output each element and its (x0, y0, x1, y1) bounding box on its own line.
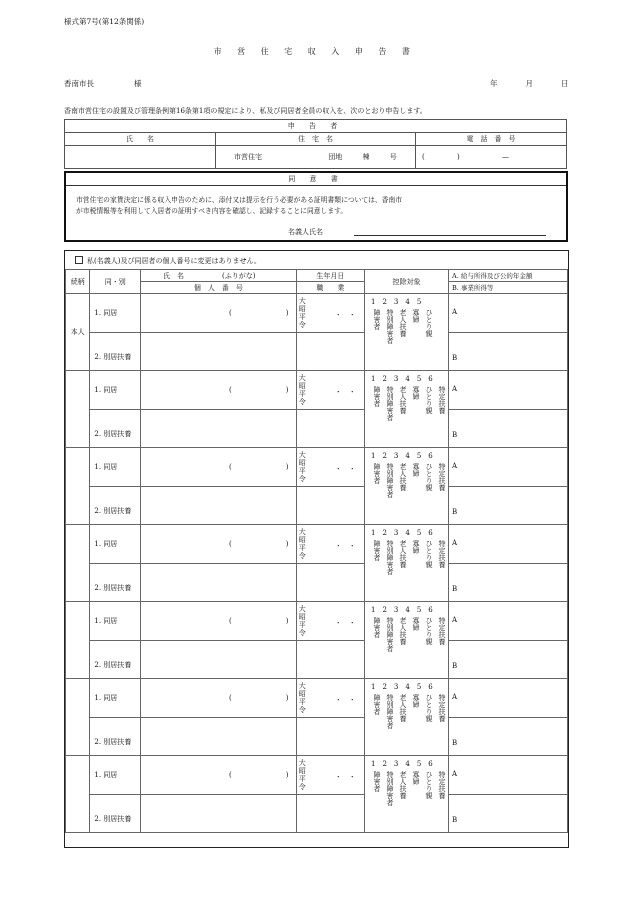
declarer-address-field[interactable] (216, 145, 416, 168)
date-day[interactable]: 日 (561, 79, 569, 88)
pin-field[interactable] (141, 717, 297, 756)
signature-line[interactable] (354, 235, 546, 236)
option-same[interactable]: 1. 同居 (90, 679, 141, 718)
job-divider (297, 409, 364, 410)
deduction-single-parent: ひとり親 (425, 694, 434, 722)
era-label: 大昭平令 (298, 451, 306, 483)
relation-field[interactable] (66, 371, 90, 448)
declarer-phone-header: 電 話 番 号 (416, 132, 567, 145)
date-dots: ・ ・ (334, 542, 356, 550)
income-b-field[interactable]: B (449, 794, 568, 833)
option-separate[interactable]: 2. 別居扶養 (90, 794, 141, 833)
deduction-widow: 寡婦 (412, 463, 421, 477)
deduction-special-disabled: 特別障害者 (386, 463, 395, 498)
deduction-disabled: 障害者 (373, 771, 382, 792)
income-b-field[interactable]: B (449, 717, 568, 756)
consent-line-1: 市営住宅の家賃決定に係る収入申告のために、添付又は提示を行う必要がある証明書類については、香南市 (76, 196, 403, 204)
job-divider (297, 486, 364, 487)
name-field[interactable]: ( ) (141, 525, 297, 564)
name-field[interactable]: ( ) (141, 602, 297, 641)
deduction-disabled: 障害者 (373, 309, 382, 330)
relation-field[interactable] (66, 602, 90, 679)
relation-field[interactable] (66, 679, 90, 756)
member-row (66, 756, 568, 795)
name-field[interactable]: ( ) (141, 294, 297, 333)
date-dots: ・ ・ (334, 773, 356, 781)
date-dots: ・ ・ (334, 388, 356, 396)
declarer-phone-field[interactable] (416, 145, 567, 168)
deduction-widow: 寡婦 (412, 309, 421, 323)
deduction-numbers: 1 2 3 4 5 (371, 298, 422, 306)
phone-dash: — (501, 152, 509, 161)
income-b-field[interactable]: B (449, 486, 568, 525)
addressee-suffix: 様 (134, 79, 142, 88)
phone-paren-open: ( (422, 152, 425, 161)
era-label: 大昭平令 (298, 297, 306, 329)
deduction-special-disabled: 特別障害者 (386, 617, 395, 652)
header-cohabit: 同・別 (90, 270, 141, 294)
header-pin: 個 人 番 号 (141, 282, 297, 294)
deduction-elderly: 老人扶養 (399, 694, 408, 722)
income-b-field[interactable]: B (449, 563, 568, 602)
deduction-single-parent: ひとり親 (425, 540, 434, 568)
option-same[interactable]: 1. 同居 (90, 756, 141, 795)
income-a-field[interactable]: A (449, 294, 568, 333)
name-field[interactable]: ( ) (141, 371, 297, 410)
pin-field[interactable] (141, 563, 297, 602)
birth-job-field[interactable] (296, 448, 364, 525)
job-divider (297, 717, 364, 718)
declarer-header: 申 告 者 (65, 120, 567, 133)
birth-job-field[interactable] (296, 602, 364, 679)
deduction-numbers: 1 2 3 4 5 6 (371, 375, 433, 383)
gou-label: 号 (389, 152, 397, 161)
option-separate[interactable]: 2. 別居扶養 (90, 332, 141, 371)
option-separate[interactable]: 2. 別居扶養 (90, 640, 141, 679)
deduction-elderly: 老人扶養 (399, 463, 408, 491)
form-number: 様式第7号(第12条関係) (64, 17, 145, 26)
option-separate[interactable]: 2. 別居扶養 (90, 717, 141, 756)
deduction-disabled: 障害者 (373, 386, 382, 407)
deduction-numbers: 1 2 3 4 5 6 (371, 760, 433, 768)
header-relation: 続柄 (66, 270, 90, 294)
deduction-tokutei: 特定扶養 (438, 617, 447, 645)
job-divider (297, 332, 364, 333)
deduction-elderly: 老人扶養 (399, 309, 408, 337)
deduction-disabled: 障害者 (373, 694, 382, 715)
deduction-single-parent: ひとり親 (425, 463, 434, 491)
deduction-field[interactable] (365, 756, 449, 833)
income-a-field[interactable]: A (449, 679, 568, 718)
consent-body (76, 195, 558, 217)
pin-unchanged-notice[interactable] (75, 256, 261, 266)
notice-text: 私(名義人)及び同居者の個人番号に変更はありません。 (87, 257, 261, 265)
member-row (66, 679, 568, 718)
deduction-elderly: 老人扶養 (399, 540, 408, 568)
deduction-special-disabled: 特別障害者 (386, 540, 395, 575)
era-label: 大昭平令 (298, 374, 306, 406)
name-field[interactable]: ( ) (141, 448, 297, 487)
income-a-field[interactable]: A (449, 602, 568, 641)
deduction-numbers: 1 2 3 4 5 6 (371, 683, 433, 691)
era-label: 大昭平令 (298, 682, 306, 714)
deduction-numbers: 1 2 3 4 5 6 (371, 529, 433, 537)
header-income-a: A. 給与所得及び公的年金額 (449, 270, 568, 282)
deduction-tokutei: 特定扶養 (438, 694, 447, 722)
relation-field[interactable] (66, 448, 90, 525)
danchi-label: 団地 (328, 152, 343, 161)
relation-field[interactable] (66, 294, 90, 371)
members-table (65, 269, 568, 833)
income-a-field[interactable]: A (449, 448, 568, 487)
job-divider (297, 563, 364, 564)
deduction-special-disabled: 特別障害者 (386, 771, 395, 806)
deduction-widow: 寡婦 (412, 617, 421, 631)
housing-type: 市営住宅 (234, 152, 262, 161)
deduction-single-parent: ひとり親 (425, 309, 434, 337)
deduction-tokutei: 特定扶養 (438, 540, 447, 568)
deduction-field[interactable] (365, 294, 449, 371)
declarer-name-field[interactable] (65, 145, 216, 168)
era-label: 大昭平令 (298, 605, 306, 637)
consent-header: 同 意 書 (66, 173, 566, 186)
option-same[interactable]: 1. 同居 (90, 294, 141, 333)
header-job: 職 業 (296, 282, 364, 294)
date-year[interactable]: 年 (490, 79, 498, 88)
deduction-tokutei: 特定扶養 (438, 463, 447, 491)
deduction-single-parent: ひとり親 (425, 617, 434, 645)
deduction-field[interactable] (365, 448, 449, 525)
deduction-single-parent: ひとり親 (425, 771, 434, 799)
job-divider (297, 640, 364, 641)
tou-label: 棟 (362, 152, 370, 161)
declarer-table (64, 119, 567, 169)
name-field[interactable]: ( ) (141, 756, 297, 795)
income-b-field[interactable]: B (449, 409, 568, 448)
pin-field[interactable] (141, 409, 297, 448)
consent-box (64, 171, 568, 242)
date-dots: ・ ・ (334, 696, 356, 704)
deduction-widow: 寡婦 (412, 386, 421, 400)
deduction-disabled: 障害者 (373, 540, 382, 561)
birth-job-field[interactable] (296, 294, 364, 371)
deduction-disabled: 障害者 (373, 617, 382, 638)
date-dots: ・ ・ (334, 619, 356, 627)
page-title: 市 営 住 宅 収 入 申 告 書 (213, 47, 417, 56)
option-same[interactable]: 1. 同居 (90, 448, 141, 487)
income-a-field[interactable]: A (449, 756, 568, 795)
birth-job-field[interactable] (296, 679, 364, 756)
relation-self: 本人 (70, 328, 85, 336)
declarer-name-header: 氏 名 (65, 132, 216, 145)
header-name: 氏 名 (ふりがな) (141, 270, 297, 282)
job-divider (297, 794, 364, 795)
consent-line-2: が市税情報等を利用して入居者の証明すべき内容を確認し、記録することに同意します。 (76, 207, 348, 215)
header-birth: 生年月日 (296, 270, 364, 282)
birth-job-field[interactable] (296, 756, 364, 833)
pin-field[interactable] (141, 332, 297, 371)
addressee-name: 香南市長 (64, 79, 94, 88)
deduction-widow: 寡婦 (412, 694, 421, 708)
deduction-special-disabled: 特別障害者 (386, 386, 395, 421)
deduction-field[interactable] (365, 602, 449, 679)
income-b-field[interactable]: B (449, 640, 568, 679)
name-field[interactable]: ( ) (141, 679, 297, 718)
member-row (66, 448, 568, 487)
pin-field[interactable] (141, 794, 297, 833)
deduction-tokutei: 特定扶養 (438, 771, 447, 799)
signature-label: 名義人氏名 (288, 228, 323, 236)
income-a-field[interactable]: A (449, 525, 568, 564)
date-fields (490, 78, 569, 89)
deduction-field[interactable] (365, 371, 449, 448)
header-deduction: 控除対象 (365, 270, 449, 294)
deduction-numbers: 1 2 3 4 5 6 (371, 452, 433, 460)
deduction-special-disabled: 特別障害者 (386, 309, 395, 344)
date-dots: ・ ・ (334, 311, 356, 319)
birth-job-field[interactable] (296, 525, 364, 602)
relation-field[interactable] (66, 756, 90, 833)
deduction-field[interactable] (365, 525, 449, 602)
deduction-widow: 寡婦 (412, 540, 421, 554)
intro-text: 香南市営住宅の設置及び管理条例第16条第1項の規定により、私及び同居者全員の収入を、次のとおり申告します。 (64, 107, 427, 115)
declarer-address-header: 住 宅 名 (216, 132, 416, 145)
option-same[interactable]: 1. 同居 (90, 525, 141, 564)
member-row (66, 294, 568, 333)
pin-field[interactable] (141, 640, 297, 679)
phone-paren-close: ) (456, 152, 460, 161)
header-income-b: B. 事業所得等 (449, 282, 568, 294)
deduction-special-disabled: 特別障害者 (386, 694, 395, 729)
deduction-elderly: 老人扶養 (399, 386, 408, 414)
pin-field[interactable] (141, 486, 297, 525)
relation-field[interactable] (66, 525, 90, 602)
option-separate[interactable]: 2. 別居扶養 (90, 409, 141, 448)
checkbox-icon[interactable] (75, 256, 83, 264)
option-separate[interactable]: 2. 別居扶養 (90, 486, 141, 525)
member-row (66, 371, 568, 410)
members-section (64, 250, 569, 848)
date-dots: ・ ・ (334, 465, 356, 473)
member-row (66, 602, 568, 641)
deduction-tokutei: 特定扶養 (438, 386, 447, 414)
deduction-numbers: 1 2 3 4 5 6 (371, 606, 433, 614)
deduction-disabled: 障害者 (373, 463, 382, 484)
deduction-elderly: 老人扶養 (399, 771, 408, 799)
birth-job-field[interactable] (296, 371, 364, 448)
option-same[interactable]: 1. 同居 (90, 371, 141, 410)
era-label: 大昭平令 (298, 759, 306, 791)
option-same[interactable]: 1. 同居 (90, 602, 141, 641)
addressee (64, 78, 142, 89)
income-a-field[interactable]: A (449, 371, 568, 410)
deduction-single-parent: ひとり親 (425, 386, 434, 414)
date-month[interactable]: 月 (525, 79, 533, 88)
era-label: 大昭平令 (298, 528, 306, 560)
option-separate[interactable]: 2. 別居扶養 (90, 563, 141, 602)
deduction-elderly: 老人扶養 (399, 617, 408, 645)
income-b-field[interactable]: B (449, 332, 568, 371)
deduction-widow: 寡婦 (412, 771, 421, 785)
deduction-field[interactable] (365, 679, 449, 756)
member-row (66, 525, 568, 564)
